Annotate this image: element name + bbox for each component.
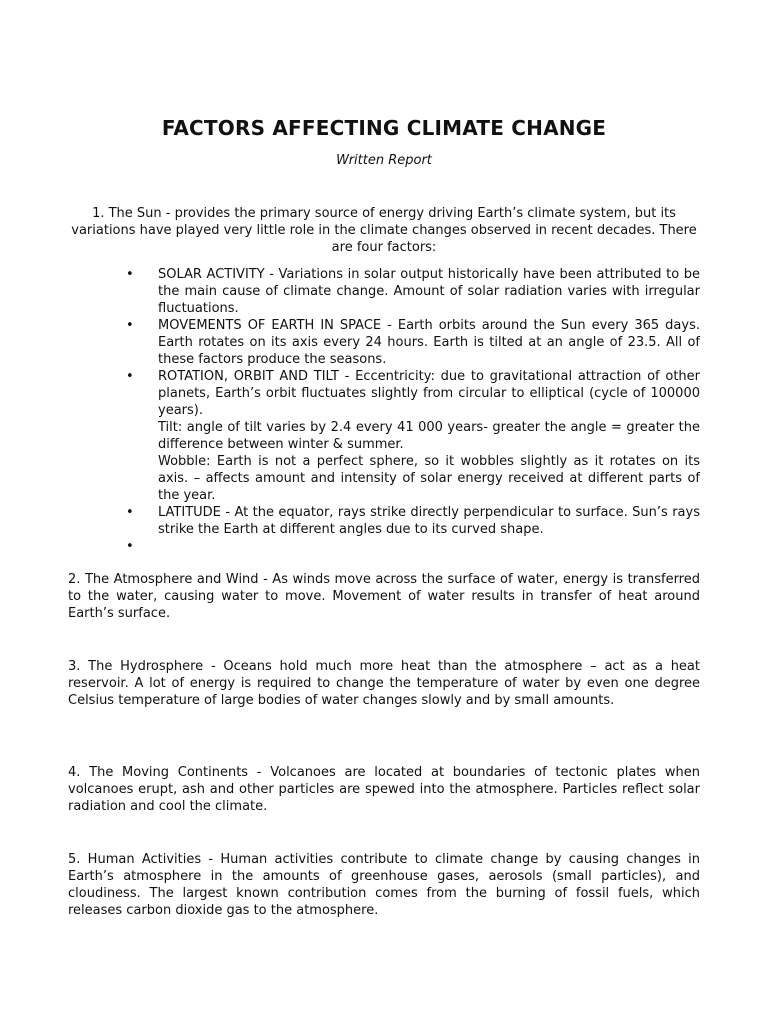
paragraph-sun-intro: 1. The Sun - provides the primary source of energy driving Earth’s climate system, but its variations have played very little role in the climate changes observed in recent decades. There are four factors: — [71, 206, 697, 255]
bullet-icon: • — [126, 318, 134, 333]
bullet-icon: • — [126, 539, 134, 554]
bullet-text: Wobble: Earth is not a perfect sphere, so it wobbles slightly as it rotates on its axis. – affects amount and intensity of solar energy received at different parts of the year. — [158, 454, 700, 503]
bullet-icon: • — [126, 267, 134, 282]
paragraph-hydrosphere: 3. The Hydrosphere - Oceans hold much more heat than the atmosphere – act as a heat reservoir. A lot of energy is required to change the temperature of water by even one degree Celsius temperature of large bodies of water changes slowly and by small amounts. — [68, 659, 700, 708]
document-title: FACTORS AFFECTING CLIMATE CHANGE — [161, 116, 607, 140]
list-item — [112, 317, 700, 368]
bullet-icon: • — [126, 505, 134, 520]
list-item — [112, 538, 700, 555]
list-item — [112, 504, 700, 538]
paragraph-moving-continents: 4. The Moving Continents - Volcanoes are located at boundaries of tectonic plates when volcanoes erupt, ash and other particles are spewed into the atmosphere. Particles reflect solar radiation and cool the climate. — [68, 765, 700, 814]
sun-factors-list — [112, 266, 700, 555]
list-item — [112, 266, 700, 317]
bullet-text: LATITUDE - At the equator, rays strike directly perpendicular to surface. Sun’s rays strike the Earth at different angles due to its curved shape. — [158, 505, 700, 537]
bullet-text: Tilt: angle of tilt varies by 2.4 every 41 000 years- greater the angle = greater the difference between winter & summer. — [158, 420, 700, 452]
paragraph-atmosphere-wind: 2. The Atmosphere and Wind - As winds move across the surface of water, energy is transferred to the water, causing water to move. Movement of water results in transfer of heat around Earth’s surface. — [68, 572, 700, 621]
bullet-icon: • — [126, 369, 134, 384]
bullet-text: MOVEMENTS OF EARTH IN SPACE - Earth orbits around the Sun every 365 days. Earth rotates on its axis every 24 hours. Earth is tilted at an angle of 23.5. All of these factors produce the seasons. — [158, 318, 700, 367]
bullet-text: SOLAR ACTIVITY - Variations in solar output historically have been attributed to be the main cause of climate change. Amount of solar radiation varies with irregular fluctuations. — [158, 267, 700, 316]
list-item — [112, 368, 700, 504]
bullet-text: ROTATION, ORBIT AND TILT - Eccentricity: due to gravitational attraction of other planets, Earth’s orbit fluctuates slightly from circular to elliptical (cycle of 100000 years). — [158, 369, 700, 418]
document-subtitle: Written Report — [336, 153, 432, 168]
paragraph-human-activities: 5. Human Activities - Human activities contribute to climate change by causing changes in Earth’s atmosphere in the amounts of greenhouse gases, aerosols (small particles), and cloudiness. The largest known contribution comes from the burning of fossil fuels, which releases carbon dioxide gas to the atmosphere. — [68, 852, 700, 918]
